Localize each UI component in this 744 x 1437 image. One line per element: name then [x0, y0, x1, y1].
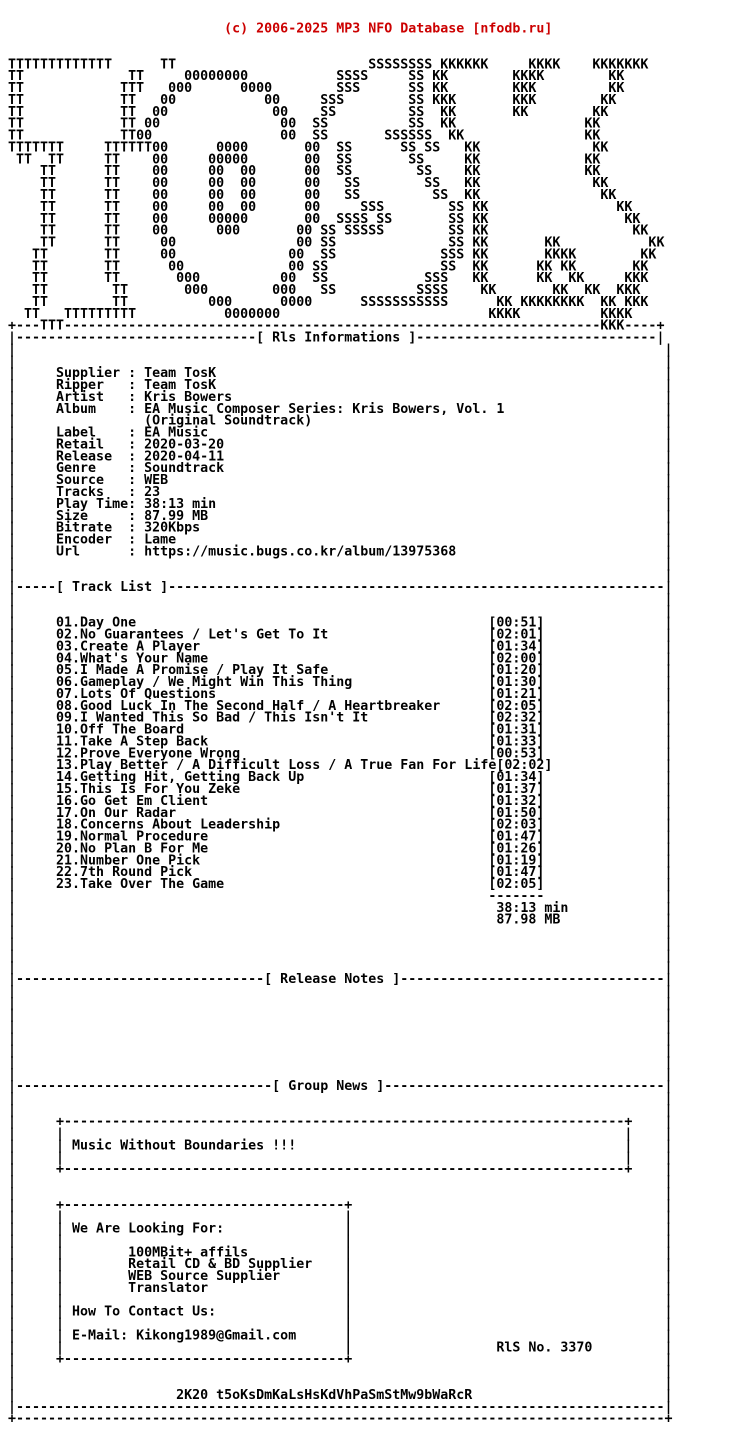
nfo-line: | 17.On Our Radar [01:50] |: [8, 805, 673, 821]
nfo-line: | Album : EA Music Composer Series: Kris Bowers, Vol. 1 |: [8, 401, 673, 417]
nfo-line: | 23.Take Over The Game [02:05] |: [8, 877, 673, 892]
nfo-line: | Release : 2020-04-11 |: [8, 449, 673, 465]
nfo-line: | | 100MBit+ affils | |: [8, 1245, 673, 1261]
nfo-line: | Genre : Soundtrack |: [8, 461, 673, 477]
nfo-line: | | | |: [8, 1316, 673, 1332]
nfo-line: TT TT 00 00 SS SS KK KK KK: [8, 104, 609, 120]
nfo-line: TTTTTTTTTTTTT TT SSSSSSSS KKKKKK KKKK KKKKKKK: [8, 57, 649, 73]
nfo-line: | 14.Getting Hit, Getting Back Up [01:34] |: [8, 770, 673, 786]
nfo-line: | Retail : 2020-03-20 |: [8, 437, 673, 453]
nfo-line: | +----------------------------------------------------------------------+ |: [8, 1114, 673, 1130]
nfo-line: TT TT TT 00 00000 00 SS SS KK KK: [8, 152, 601, 168]
nfo-line: | 12.Prove Everyone Wrong [00:53] |: [8, 746, 673, 762]
nfo-line: TT TT 00 00 SS SS KK KK KK: [8, 235, 665, 251]
nfo-line: | 10.Off The Board [01:31] |: [8, 722, 673, 738]
nfo-line: | 11.Take A Step Back [01:33] |: [8, 734, 673, 750]
nfo-line: | Ripper : Team TosK |: [8, 378, 673, 394]
nfo-line: | 07.Lots Of Questions [01:21] |: [8, 687, 673, 702]
nfo-line: | Tracks : 23 |: [8, 485, 673, 500]
nfo-line: | | How To Contact Us: | |: [8, 1304, 673, 1320]
nfo-line: TT TT 00 00 00 00 SS SS KK KK: [8, 164, 601, 180]
nfo-line: |-------------------------------[ Release Notes ]---------------------------------|: [8, 972, 673, 988]
nfo-line: | |: [8, 960, 673, 976]
nfo-body: [8, 59, 672, 1425]
nfo-line: TT TT 00 00 00 00 SSS SS KK KK: [8, 199, 633, 215]
nfo-line: | |: [8, 948, 673, 964]
nfo-line: |-----[ Track List ]--------------------------------------------------------------|: [8, 580, 673, 595]
nfo-line: TT TT 00 00 SS SS KK KK: [8, 116, 601, 132]
nfo-line: | +-----------------------------------+ |: [8, 1352, 673, 1368]
nfo-line: | |: [8, 354, 673, 370]
nfo-line: | 13.Play Better / A Difficult Loss / A True Fan For Life[02:02] |: [8, 758, 673, 774]
nfo-line: | |: [8, 936, 673, 952]
nfo-line: | 06.Gameplay / We Might Win This Thing [01:30] |: [8, 675, 673, 691]
nfo-line: | 22.7th Round Pick [01:47] |: [8, 865, 673, 881]
nfo-line: | Supplier : Team TosK |: [8, 366, 673, 382]
nfo-line: | |: [8, 984, 673, 999]
nfo-line: | |: [8, 342, 673, 358]
nfo-line: TT TT 00 00 SS SS KK KK KK KK: [8, 259, 649, 275]
nfo-line: | Url : https://music.bugs.co.kr/album/13975368 |: [8, 544, 673, 560]
nfo-line: | | | RlS No. 3370 |: [8, 1340, 673, 1356]
nfo-line: | |: [8, 1007, 673, 1023]
nfo-line: | | Music Without Boundaries !!! | |: [8, 1138, 673, 1154]
nfo-line: |------------------------------[ Rls Informations ]------------------------------|: [8, 330, 665, 346]
nfo-line: TTTTTTT TTTTTT00 0000 00 SS SS SS KK KK: [8, 140, 609, 156]
nfo-line: | 19.Normal Procedure [01:47] |: [8, 829, 673, 845]
nfo-line: | Source : WEB |: [8, 473, 673, 489]
nfo-line: | (Original Soundtrack) |: [8, 413, 673, 429]
nfo-line: TT TT 00 00 SS SSS KK KKKK KK: [8, 247, 657, 263]
nfo-line: +---------------------------------------------------------------------------------+: [8, 1411, 673, 1427]
nfo-line: | |: [8, 924, 673, 940]
nfo-line: TT TTT 000 0000 SSS SS KK KKK KK: [8, 81, 625, 97]
nfo-line: | |: [8, 1043, 673, 1059]
nfo-line: | 2K20 t5oKsDmKaLsHsKdVhPaSmStMw9bWaRcR |: [8, 1387, 673, 1403]
nfo-line: | |: [8, 1019, 673, 1035]
nfo-line: | 04.What's Your Name [02:00] |: [8, 651, 673, 667]
nfo-line: | 02.No Guarantees / Let's Get To It [02:01] |: [8, 627, 673, 643]
nfo-line: | |: [8, 603, 673, 619]
nfo-line: | +-----------------------------------+ |: [8, 1197, 673, 1213]
nfo-line: | Play Time: 38:13 min |: [8, 496, 673, 512]
nfo-line: | |: [8, 556, 673, 572]
nfo-line: | |: [8, 1067, 673, 1083]
nfo-line: | | | |: [8, 1233, 673, 1249]
nfo-line: | | | |: [8, 1126, 673, 1142]
nfo-line: TT TT 00 00 00 00 SS SS KK KK: [8, 176, 609, 192]
nfo-line: | | | |: [8, 1150, 673, 1166]
nfo-line: | 16.Go Get Em Client [01:32] |: [8, 793, 673, 809]
nfo-line: | |: [8, 1090, 673, 1106]
nfo-line: | | Translator | |: [8, 1281, 673, 1296]
nfo-line: | 08.Good Luck In The Second Half / A Heartbreaker [02:05] |: [8, 698, 673, 714]
nfo-line: | 87.98 MB |: [8, 912, 673, 928]
nfo-line: | Encoder : Lame |: [8, 532, 673, 548]
nfo-line: | |: [8, 592, 673, 607]
nfo-line: |---------------------------------------------------------------------------------|: [8, 1399, 673, 1415]
nfo-line: | | E-Mail: Kikong1989@Gmail.com | |: [8, 1328, 673, 1344]
nfo-line: | | WEB Source Supplier | |: [8, 1269, 673, 1285]
nfo-line: TT TT 00000000 SSSS SS KK KKKK KK: [8, 69, 625, 85]
nfo-line: | 15.This Is For You Zeke [01:37] |: [8, 782, 673, 797]
nfo-line: | | | |: [8, 1292, 673, 1308]
nfo-line: | 03.Create A Player [01:34] |: [8, 639, 673, 655]
nfo-line: TT TT 00 00 00 00 SS SS KK KK: [8, 188, 617, 203]
nfo-line: | 18.Concerns About Leadership [02:03] |: [8, 817, 673, 833]
nfo-line: | | We Are Looking For: | |: [8, 1221, 673, 1237]
nfo-line: | 20.No Plan B For Me [01:26] |: [8, 841, 673, 857]
nfo-line: | |: [8, 1174, 673, 1189]
nfo-line: TT TT 000 000 SS SSSS KK KK KK KKK: [8, 283, 641, 298]
nfo-line: | |: [8, 568, 673, 584]
nfo-line: | |: [8, 1102, 673, 1118]
nfo-line: | |: [8, 1031, 673, 1047]
copyright-header: (c) 2006-2025 MP3 NFO Database [nfodb.ru]: [8, 21, 553, 37]
nfo-line: | |: [8, 1376, 673, 1391]
nfo-line: TT TT00 00 SS SSSSSS KK KK: [8, 128, 601, 144]
nfo-line: TT TTTTTTTTT 0000000 KKKK KKKK: [8, 306, 633, 322]
nfo-line: | 21.Number One Pick [01:19] |: [8, 853, 673, 869]
nfo-line: TT TT 00 000 00 SS SSSSS SS KK KK: [8, 223, 649, 239]
nfo-line: TT TT 00 00 SSS SS KKK KKK KK: [8, 93, 617, 108]
nfo-line: | |: [8, 1186, 673, 1201]
nfo-line: | Label : EA Music |: [8, 425, 673, 441]
nfo-line: | |: [8, 995, 673, 1011]
nfo-line: | ------- |: [8, 889, 673, 904]
nfo-line: | | | |: [8, 1209, 673, 1225]
nfo-line: TT TT 00 00000 00 SSSS SS SS KK KK: [8, 211, 641, 227]
nfo-line: +---TTT-------------------------------------------------------------------KKK----+: [8, 318, 665, 334]
nfo-line: | +----------------------------------------------------------------------+ |: [8, 1162, 673, 1178]
nfo-line: TT TT 000 00 SS SSS KK KK KK KKK: [8, 271, 649, 287]
nfo-line: | | Retail CD & BD Supplier | |: [8, 1257, 673, 1273]
nfo-line: | 09.I Wanted This So Bad / This Isn't It [02:32] |: [8, 710, 673, 726]
nfo-line: | Artist : Kris Bowers |: [8, 390, 673, 405]
nfo-line: | Size : 87.99 MB |: [8, 508, 673, 524]
nfo-line: | |: [8, 1364, 673, 1380]
nfo-line: |--------------------------------[ Group News ]-----------------------------------|: [8, 1079, 673, 1094]
nfo-line: | |: [8, 1055, 673, 1071]
nfo-line: | 38:13 min |: [8, 900, 673, 916]
nfo-line: TT TT 000 0000 SSSSSSSSSSS KK KKKKKKKK KK KKK: [8, 295, 649, 310]
nfo-line: | Bitrate : 320Kbps |: [8, 520, 673, 536]
nfo-document: [8, 0, 672, 1437]
nfo-line: | 01.Day One [00:51] |: [8, 615, 673, 631]
nfo-line: | 05.I Made A Promise / Play It Safe [01:20] |: [8, 663, 673, 679]
